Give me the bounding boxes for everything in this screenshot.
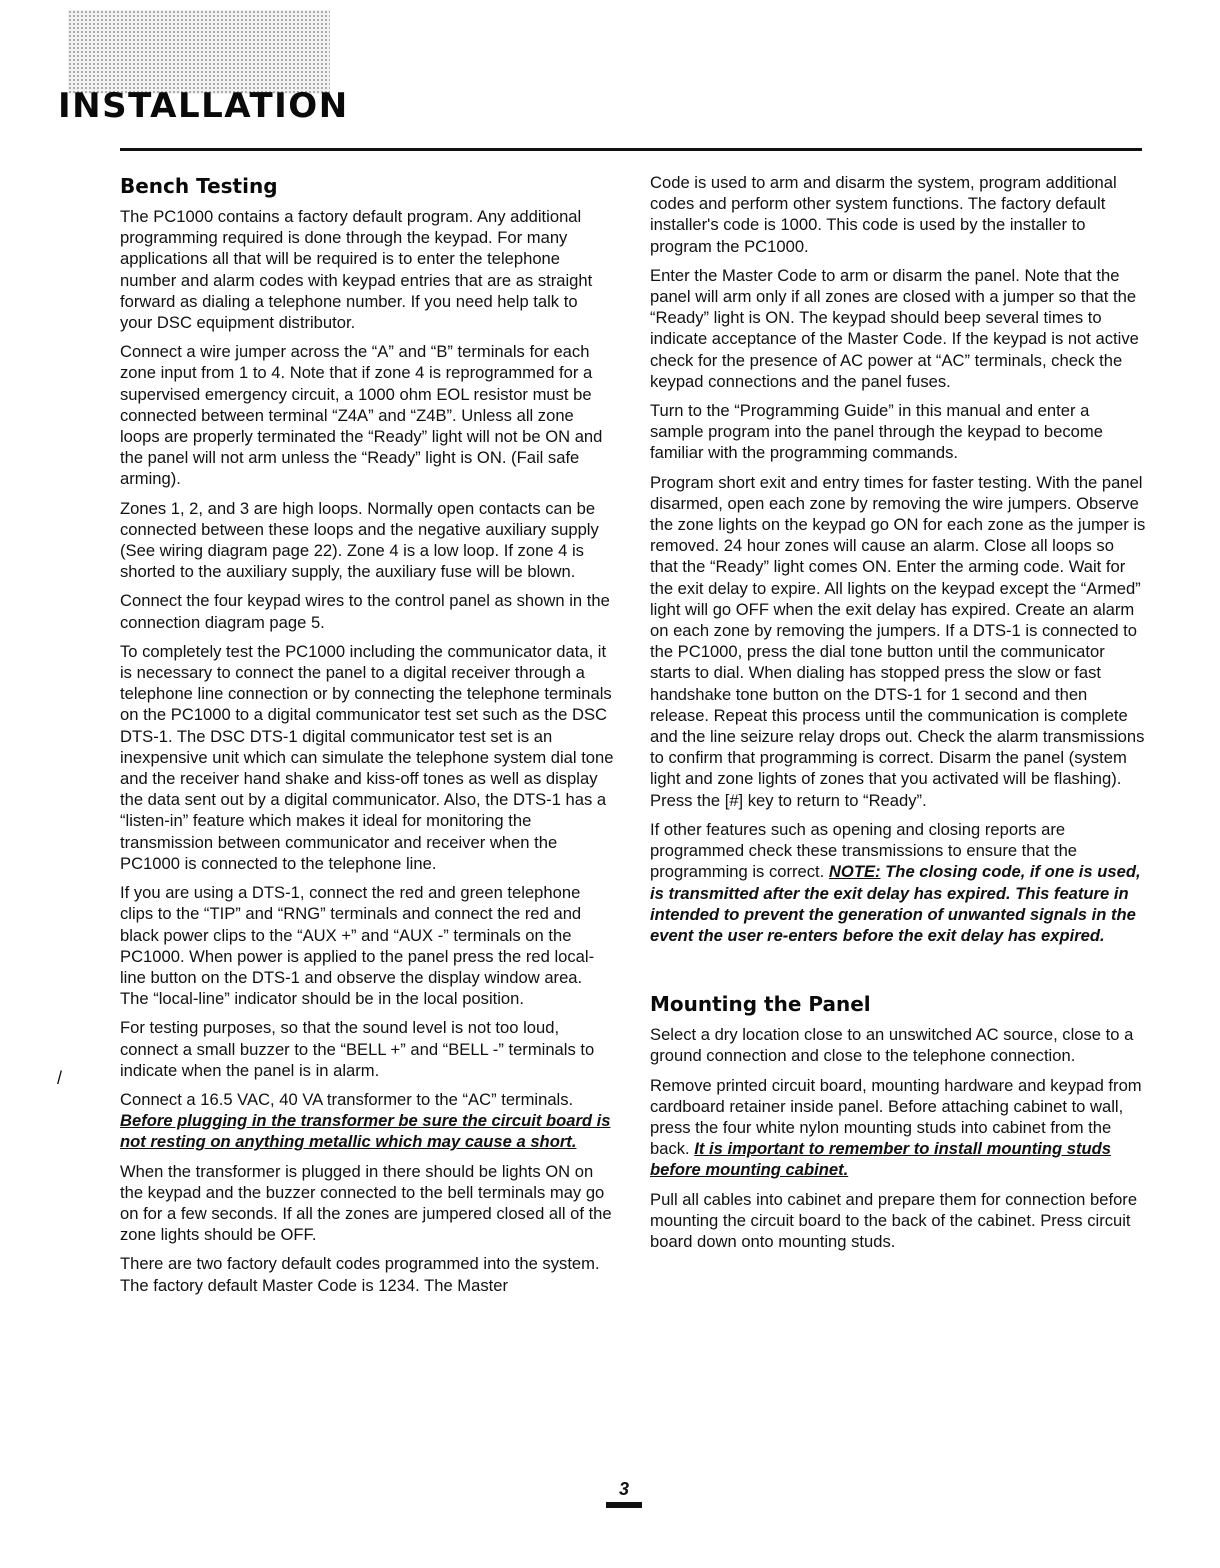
mounting-heading: Mounting the Panel <box>650 992 871 1017</box>
right-column <box>650 172 1146 1260</box>
paragraph-lead: Connect a 16.5 VAC, 40 VA transformer to the “AC” terminals. <box>120 1089 574 1109</box>
paragraph <box>120 1089 614 1153</box>
paragraph: Connect the four keypad wires to the control panel as shown in the connection diagram page 5. <box>120 591 610 632</box>
paragraph: Turn to the “Programming Guide” in this manual and enter a sample program into the panel through the keypad to become familiar with the programming commands. <box>650 401 1103 463</box>
page-footer <box>604 1478 644 1508</box>
paragraph: If you are using a DTS-1, connect the red and green telephone clips to the “TIP” and “RNG” terminals and connect the red and black power clips to the “AUX +” and “AUX -” terminals on the PC1000. When power is applied to the panel press the red local-line button on the DTS-1 and observe the display window area. The “local-line” indicator should be in the local position. <box>120 883 595 1009</box>
header-dot-pattern <box>68 10 330 94</box>
paragraph: Program short exit and entry times for faster testing. With the panel disarmed, open each zone by removing the wire jumpers. Observe the zone lights on the keypad go ON for each zone as the jumper is removed. 24 hour zones will cause an alarm. Close all loops so that the “Ready” light comes ON. Enter the arming code. Wait for the exit delay to expire. All lights on the keypad except the “Armed” light will go OFF when the exit delay has expired. Create an alarm on each zone by removing the jumpers. If a DTS-1 is connected to the PC1000, press the dial tone button until the communicator starts to dial. When dialing has stopped press the slow or fast handshake tone button on the DTS-1 for 1 second and then release. Repeat this process until the communication is complete and the line seizure relay drops out. Check the alarm transmissions to confirm that programming is correct. Disarm the panel (system light and zone lights of zones that you activated will be flashing). Press the [#] key to return to “Ready”. <box>650 472 1146 810</box>
section-title: INSTALLATION <box>58 86 349 126</box>
header-rule <box>120 148 1142 151</box>
transformer-warning: Before plugging in the transformer be sure the circuit board is not resting on anything metallic which may cause a short. <box>120 1111 611 1152</box>
paragraph: Pull all cables into cabinet and prepare them for connection before mounting the circuit board to the back of the cabinet. Press circuit board down onto mounting studs. <box>650 1189 1138 1251</box>
paragraph: Zones 1, 2, and 3 are high loops. Normally open contacts can be connected between these loops and the negative auxiliary supply (See wiring diagram page 22). Zone 4 is a low loop. If zone 4 is shorted to the auxiliary supply, the auxiliary fuse will be blown. <box>120 498 599 582</box>
paragraph: Connect a wire jumper across the “A” and “B” terminals for each zone input from 1 to 4. Note that if zone 4 is reprogrammed for a supervised emergency circuit, a 1000 ohm EOL resistor must be connected between terminal “Z4A” and “Z4B”. Unless all zone loops are properly terminated the “Ready” light will not be ON and the panel will not arm unless the “Ready” light is ON. (Fail safe arming). <box>120 342 603 489</box>
paragraph: When the transformer is plugged in there should be lights ON on the keypad and the buzzer connected to the bell terminals may go on for a few seconds. If all the zones are jumpered closed all of the zone lights should be OFF. <box>120 1161 612 1245</box>
paragraph: To completely test the PC1000 including the communicator data, it is necessary to connect the panel to a digital receiver through a telephone line connection or by connecting the telephone terminals on the PC1000 to a digital communicator test set such as the DSC DTS-1. The DSC DTS-1 digital communicator test set is an inexpensive unit which can simulate the telephone system dial tone and the receiver hand shake and kiss-off tones as well as display the data sent out by a digital communicator. Also, the DTS-1 has a “listen-in” feature which makes it ideal for monitoring the transmission between communicator and receiver when the PC1000 is connected to the telephone line. <box>120 641 614 873</box>
paragraph: The PC1000 contains a factory default program. Any additional programming required is done through the keypad. For many applications all that will be required is to enter the telephone number and alarm codes with keypad entries that are as straight forward as dialing a telephone number. If you need help talk to your DSC equipment distributor. <box>120 207 593 333</box>
mounting-warning: It is important to remember to install mounting studs before mounting cabinet. <box>650 1139 1112 1180</box>
paragraph-lead: If other features such as opening and closing reports are programmed check these transmissions to ensure that the programming is correct. <box>650 819 1078 882</box>
paragraph: Code is used to arm and disarm the system, program additional codes and perform other system functions. The factory default installer's code is 1000. This code is used by the installer to program the PC1000. <box>650 173 1117 256</box>
paragraph-lead: Remove printed circuit board, mounting hardware and keypad from cardboard retainer inside panel. Before attaching cabinet to wall, press the four white nylon mounting studs into cabinet from the back. <box>650 1075 1142 1159</box>
note-label: NOTE: <box>828 862 881 882</box>
paragraph: Enter the Master Code to arm or disarm the panel. Note that the panel will arm only if all zones are closed with a jumper so that the “Ready” light is ON. The keypad should beep several times to indicate acceptance of the Master Code. If the keypad is not active check for the presence of AC power at “AC” terminals, check the keypad connections and the panel fuses. <box>650 265 1139 391</box>
left-column <box>120 172 614 1304</box>
bench-testing-heading: Bench Testing <box>120 174 278 198</box>
page-number: 3 <box>618 1479 629 1499</box>
paragraph: Select a dry location close to an unswitched AC source, close to a ground connection and close to the telephone connection. <box>650 1025 1134 1066</box>
paragraph <box>650 819 1146 946</box>
paragraph: There are two factory default codes programmed into the system. The factory default Master Code is 1234. The Master <box>120 1254 600 1295</box>
paragraph: For testing purposes, so that the sound level is not too loud, connect a small buzzer to the “BELL +” and “BELL -” terminals to indicate when the panel is in alarm. <box>120 1018 595 1080</box>
margin-mark: / <box>57 1068 63 1088</box>
paragraph <box>650 1075 1146 1181</box>
closing-code-note: The closing code, if one is used, is transmitted after the exit delay has expired. This feature in intended to prevent the generation of unwanted signals in the event the user re-enters before the exit delay has expired. <box>650 862 1141 945</box>
page-number-bar <box>606 1502 642 1508</box>
